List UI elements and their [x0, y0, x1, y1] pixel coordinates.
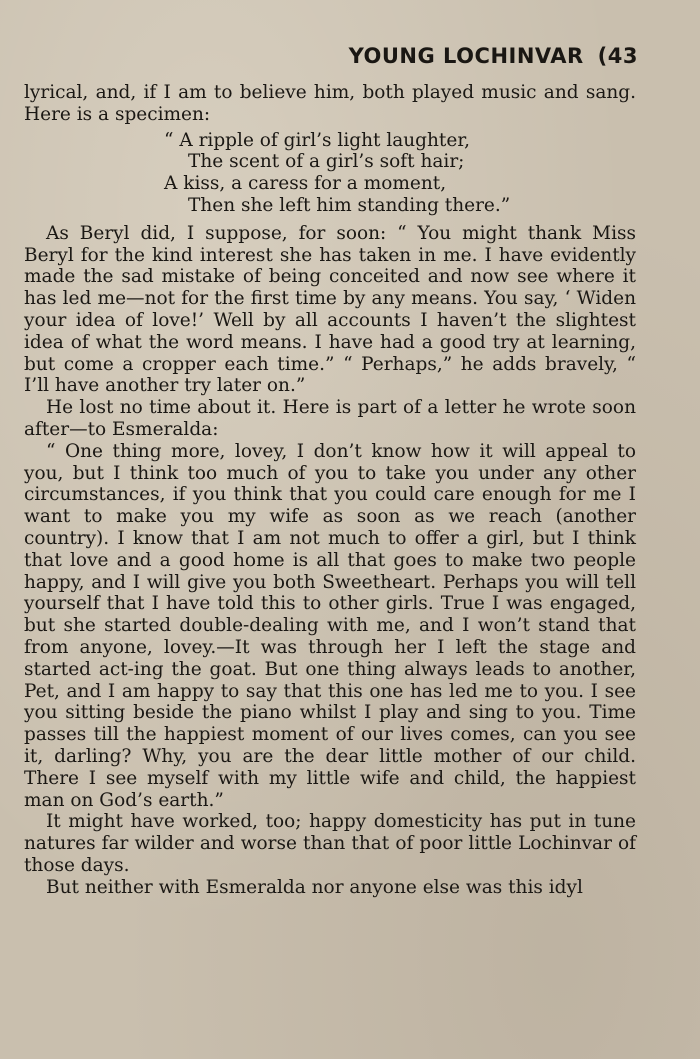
letter-paragraph: “ One thing more, lovey, I don’t know how it will appeal to you, but I think too much of you to take you under any other circumstances, if you think that you could care enough for me I want to make you my wife as soon as we reach (another country). I know that I am not much to offer a girl, but I think that love and a good home is all that goes to make two people happy, and I will give you both Sweetheart. Perhaps you will tell yourself that I have told this to other girls. True I was engaged, but she started double-dealing with me, and I won’t stand that from anyone, lovey.—It was through her I left the stage and started act-ing the goat. But one thing always leads to another, Pet, and I am happy to say that this one has led me to you. I see you sitting beside the piano whilst I play and sing to you. Time passes till the happiest moment of our lives comes, can you see it, darling? Why, you are the dear little mother of our child. There I see myself with my little wife and child, the happiest man on God’s earth.” — [24, 440, 636, 811]
verse-block — [164, 130, 636, 217]
paragraph: It might have worked, too; happy domesticity has put in tune natures far wilder and worse than that of poor little Lochinvar of those days. — [24, 811, 636, 876]
paragraph: lyrical, and, if I am to believe him, both played music and sang. Here is a specimen: — [24, 82, 636, 125]
verse-line: “ A ripple of girl’s light laughter, — [164, 129, 471, 151]
verse-line: Then she left him standing there.” — [188, 194, 511, 216]
paragraph: He lost no time about it. Here is part of a letter he wrote soon after—to Esmeralda: — [24, 397, 636, 440]
page-body — [24, 82, 636, 898]
verse-line: The scent of a girl’s soft hair; — [188, 151, 465, 173]
paragraph: As Beryl did, I suppose, for soon: “ You might thank Miss Beryl for the kind interest she has taken in me. I have evidently made the sad mistake of being conceited and now see where it has led me—not for the first time by any means. You say, ‘ Widen your idea of love!’ Well by all accounts I haven’t the slightest idea of what the word means. I have had a good try at learning, but come a cropper each time.” “ Perhaps,” he adds bravely, “ I’ll have another try later on.” — [24, 222, 636, 397]
verse-line: A kiss, a caress for a moment, — [164, 173, 447, 195]
chapter-title: YOUNG LOCHINVAR — [348, 44, 584, 68]
running-header — [349, 44, 638, 68]
page-number: (43 — [597, 44, 638, 68]
paragraph: But neither with Esmeralda nor anyone else was this idyl — [46, 876, 583, 898]
